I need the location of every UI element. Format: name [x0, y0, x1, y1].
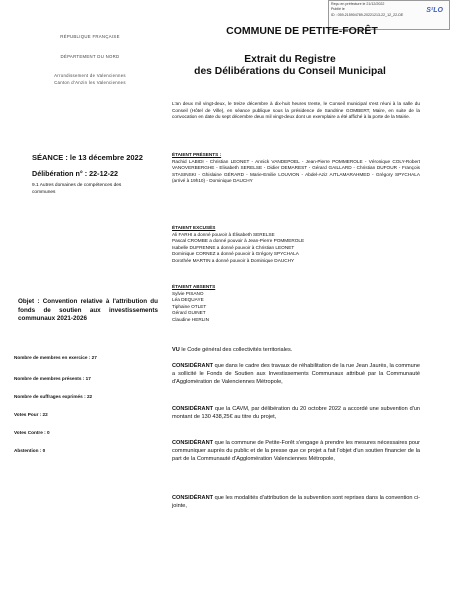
- considerant-lead: CONSIDÉRANT: [172, 406, 214, 412]
- absent-item: Tiphaine OTLET: [172, 303, 207, 309]
- republique-label: RÉPUBLIQUE FRANÇAISE: [60, 34, 120, 39]
- stat-membres-presents: Nombre de membres présents : 17: [14, 376, 91, 381]
- excuse-item: Pascal CROMBE a donné pouvoir à Jean-Pierre POMMEROLE: [172, 238, 305, 244]
- absent-item: Sylvie PISANO: [172, 290, 204, 296]
- absent-item: Léa DEQUAYE: [172, 297, 204, 303]
- considerant-paragraph: [172, 406, 420, 422]
- vu-paragraph: [172, 347, 420, 355]
- stat-membres-exercice: Nombre de membres en exercice : 27: [14, 355, 97, 360]
- absent-item: Claudine HERLIN: [172, 316, 209, 322]
- absent-item: Gérard GUINET: [172, 310, 206, 316]
- stamp-published: Publié le: [331, 7, 345, 12]
- absents-block: [172, 284, 420, 324]
- stamp-received: Reçu en préfecture le 21/12/2022: [331, 2, 385, 6]
- considerant-paragraph: [172, 363, 420, 387]
- excuse-item: Dorothée MARTIN a donné pouvoir à Dominique DAUCHY: [172, 257, 295, 263]
- considerant-text: que les modalités d'attribution de la subvention sont reprises dans la convention ci-jointe,: [172, 495, 420, 509]
- stat-suffrages: Nombre de suffrages exprimés : 22: [14, 394, 93, 399]
- objet-text: Objet : Convention relative à l'attribution du fonds de soutien aux investissements communaux 2021-2026: [18, 298, 158, 323]
- seance-date: SÉANCE : le 13 décembre 2022: [32, 153, 143, 162]
- considerant-lead: CONSIDÉRANT: [172, 440, 214, 446]
- considerant-text: que dans le cadre des travaux de réhabilitation de la rue Jean Jaurès, la commune a sollicité le Fonds de Soutien aux Investissements Communaux attribué par la Communauté d'Agglomération de Valenciennes Métropole,: [172, 363, 420, 385]
- arrondissement-label: Arrondissement de Valenciennes: [54, 73, 126, 78]
- title-line1: Extrait du Registre: [244, 54, 336, 65]
- excuse-item: Ali FARHI a donné pouvoir à Élisabeth SERELSE: [172, 231, 275, 237]
- domaine-label: 9.1 Autres domaines de compétences des communes: [32, 183, 122, 195]
- considerant-paragraph: [172, 440, 420, 464]
- vu-lead: VU: [172, 347, 180, 353]
- excuse-item: Dominique CORNEZ a donné pouvoir à Grégory SPYCHALA: [172, 251, 299, 257]
- departement-label: DÉPARTEMENT DU NORD: [60, 54, 120, 59]
- commune-title: COMMUNE DE PETITE-FORÊT: [226, 25, 378, 37]
- title-line2: des Délibérations du Conseil Municipal: [194, 66, 386, 77]
- deliberation-number: Délibération n° : 22-12-22: [32, 169, 118, 178]
- presents-heading: ÉTAIENT PRÉSENTS :: [172, 152, 222, 157]
- excuses-block: [172, 225, 420, 265]
- considerant-lead: CONSIDÉRANT: [172, 495, 214, 501]
- stat-votes-contre: Votes Contre : 0: [14, 430, 50, 435]
- absents-heading: ÉTAIENT ABSENTS: [172, 284, 216, 289]
- intro-paragraph: [172, 101, 420, 121]
- presents-block: [172, 152, 420, 185]
- considerant-lead: CONSIDÉRANT: [172, 363, 214, 369]
- stat-abstention: Abstention : 0: [14, 448, 46, 453]
- intro-text: L'an deux mil vingt-deux, le treize décembre à dix-huit heures trente, le Conseil municipal s'est réuni à la salle du Conseil (Hôtel de Ville), en séance publique sous la présidence de Sandrine GOMBERT, Maire, en suite de la convocation en date du sept décembre deux mil vingt-deux dont un exemplaire a été affiché à la porte de la Mairie.: [172, 101, 420, 120]
- stamp-id: ID : 059-215904789-20221213-22_12_22-DE: [331, 12, 404, 17]
- stat-votes-pour: Votes Pour : 22: [14, 412, 48, 417]
- excuses-heading: ÉTAIENT EXCUSÉS: [172, 225, 216, 230]
- vu-text: le Code général des collectivités territoriales.: [179, 347, 293, 353]
- excuse-item: Isabelle DUFRENNE a donné pouvoir à Christian LEONET: [172, 244, 295, 250]
- considerant-paragraph: [172, 495, 420, 511]
- considerant-text: que la commune de Petite-Forêt s'engage à prendre les mesures nécessaires pour communiquer auprès du public et de la presse que ce projet a fait l'objet d'un soutien financier de la part de la Communauté d'Agglomération Valenciennes Métropole,: [172, 440, 420, 462]
- presents-list: Rachid LABIDI - Christian LEONET - Annick VANDEPOEL - Jean-Pierre POMMEROLE - Véronique COLY-Robert VANOVERBERGHE - Elisabeth SERELSE - Didier DEMAREST - Gérard GAILLARD - Christian DUFOUR - François STASINSKI - Ghislaine GÉRARD - Marie-Emilie LOUVION - Abdel-Aziz AITLAMARAHMED - Grégory SPYCHALA (arrivé à 19h10) - Dominique DAUCHY: [172, 158, 420, 184]
- considerant-text: que la CAVM, par délibération du 20 octobre 2022 a accordé une subvention d'un montant de 130 438,25€ au titre du projet,: [172, 406, 420, 420]
- s2lo-logo: S²LO: [426, 7, 443, 14]
- canton-label: Canton d'Anzin les Valenciennes: [54, 80, 126, 85]
